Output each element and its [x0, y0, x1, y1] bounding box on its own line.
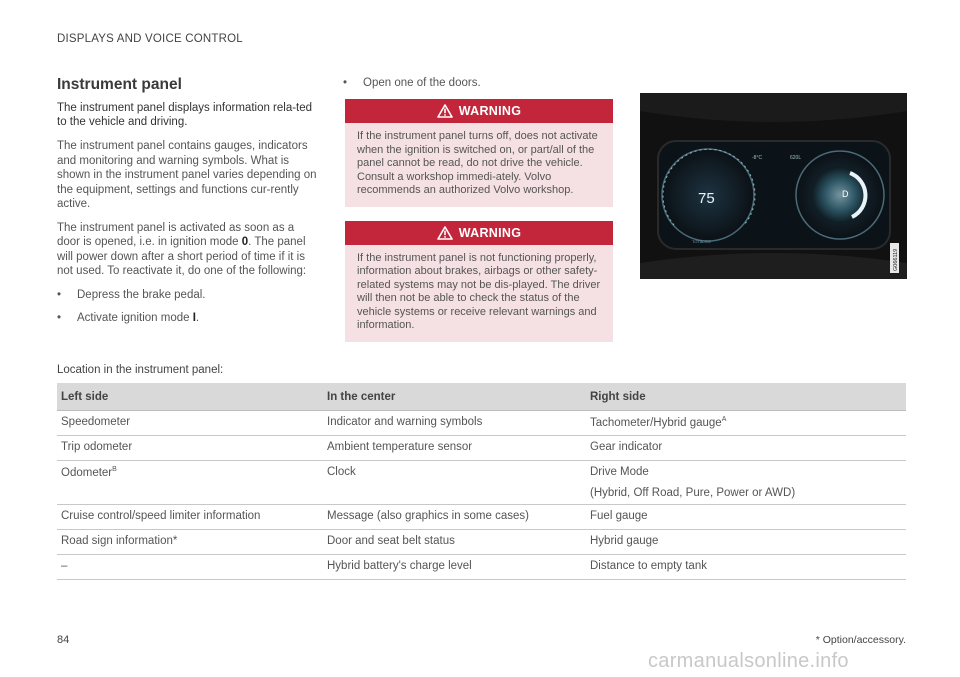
body-paragraph-1: The instrument panel contains gauges, indicators and monitoring and warning symbols. What is shown in the instrument panel varies depending on the equipment, settings and functions cur-rently active.	[57, 140, 317, 210]
page-number: 84	[57, 634, 70, 646]
warning-text: If the instrument panel turns off, does not activate when the ignition is switched on, or part/all of the panel cannot be read, do not drive the vehicle. Consult a workshop immedi-ately. Volvo recommends an authorized Volvo workshop.	[345, 123, 613, 207]
table-row: Road sign information* Door and seat belt status Hybrid gauge	[57, 530, 906, 555]
table-row: – Hybrid battery's charge level Distance to empty tank	[57, 555, 906, 580]
warning-triangle-icon	[437, 104, 453, 118]
warning-header: WARNING	[345, 221, 613, 245]
body-paragraph-2: The instrument panel is activated as soon as a door is opened, i.e. in ignition mode 0. The panel will power down after a short period of time if it is not used. To reactivate it, do one of the following:	[57, 221, 307, 277]
bullet-open-door: • Open one of the doors.	[343, 77, 481, 89]
section-title: Instrument panel	[57, 76, 182, 93]
footnote-option: * Option/accessory.	[815, 634, 906, 646]
header-center: In the center	[323, 383, 586, 411]
table-row: Cruise control/speed limiter information Message (also graphics in some cases) Fuel gauge	[57, 505, 906, 530]
watermark: carmanualsonline.info	[648, 650, 849, 672]
table-header-row	[57, 383, 906, 411]
location-table	[57, 383, 906, 580]
middle-column	[345, 76, 613, 342]
bullet-icon: •	[57, 288, 62, 301]
bullet-icon: •	[57, 311, 62, 324]
table-row: Odometer$^B$ Clock Drive Mode (Hybrid, Off Road, Pure, Power or AWD)	[57, 461, 906, 505]
outside-temp: -8°C	[752, 155, 763, 161]
odometer-label: TOTALKM	[692, 239, 711, 244]
warning-header: WARNING	[345, 99, 613, 123]
lead-paragraph: The instrument panel displays information rela-ted to the vehicle and driving.	[57, 102, 313, 128]
bullet-brake-pedal: • Depress the brake pedal.	[57, 288, 206, 301]
drive-mode-options: (Hybrid, Off Road, Pure, Power or AWD)	[590, 487, 796, 499]
warning-box-2	[345, 221, 613, 342]
table-caption: Location in the instrument panel:	[57, 364, 224, 376]
header-right-side: Right side	[586, 383, 906, 411]
table-row: Speedometer Indicator and warning symbols Tachometer/Hybrid gauge$^A$	[57, 411, 906, 436]
table-row: Trip odometer Ambient temperature sensor Gear indicator	[57, 436, 906, 461]
footnote-b: B	[112, 466, 117, 473]
top-readout: 620L	[790, 155, 802, 161]
warning-box-1	[345, 99, 613, 207]
gear-indicator: D	[842, 189, 849, 199]
left-column	[57, 76, 319, 334]
footnote-a: A	[721, 416, 727, 423]
running-header: DISPLAYS AND VOICE CONTROL	[57, 33, 243, 45]
header-left-side: Left side	[57, 383, 323, 411]
speed-readout: 75	[698, 190, 715, 207]
ignition-mode-0: 0	[241, 236, 249, 248]
bullet-ignition-mode: • Activate ignition mode I.	[57, 311, 200, 324]
ignition-mode-i: I	[192, 311, 196, 324]
instrument-panel-photo	[640, 93, 907, 279]
warning-text: If the instrument panel is not functioning properly, information about brakes, airbags or other safety-related systems may not be dis-played. The driver will then not be able to check the status of the vehicle systems or receive relevant warnings and information.	[345, 245, 613, 342]
image-code: G066119	[893, 248, 899, 271]
bullet-icon: •	[343, 77, 348, 89]
warning-triangle-icon	[437, 226, 453, 240]
